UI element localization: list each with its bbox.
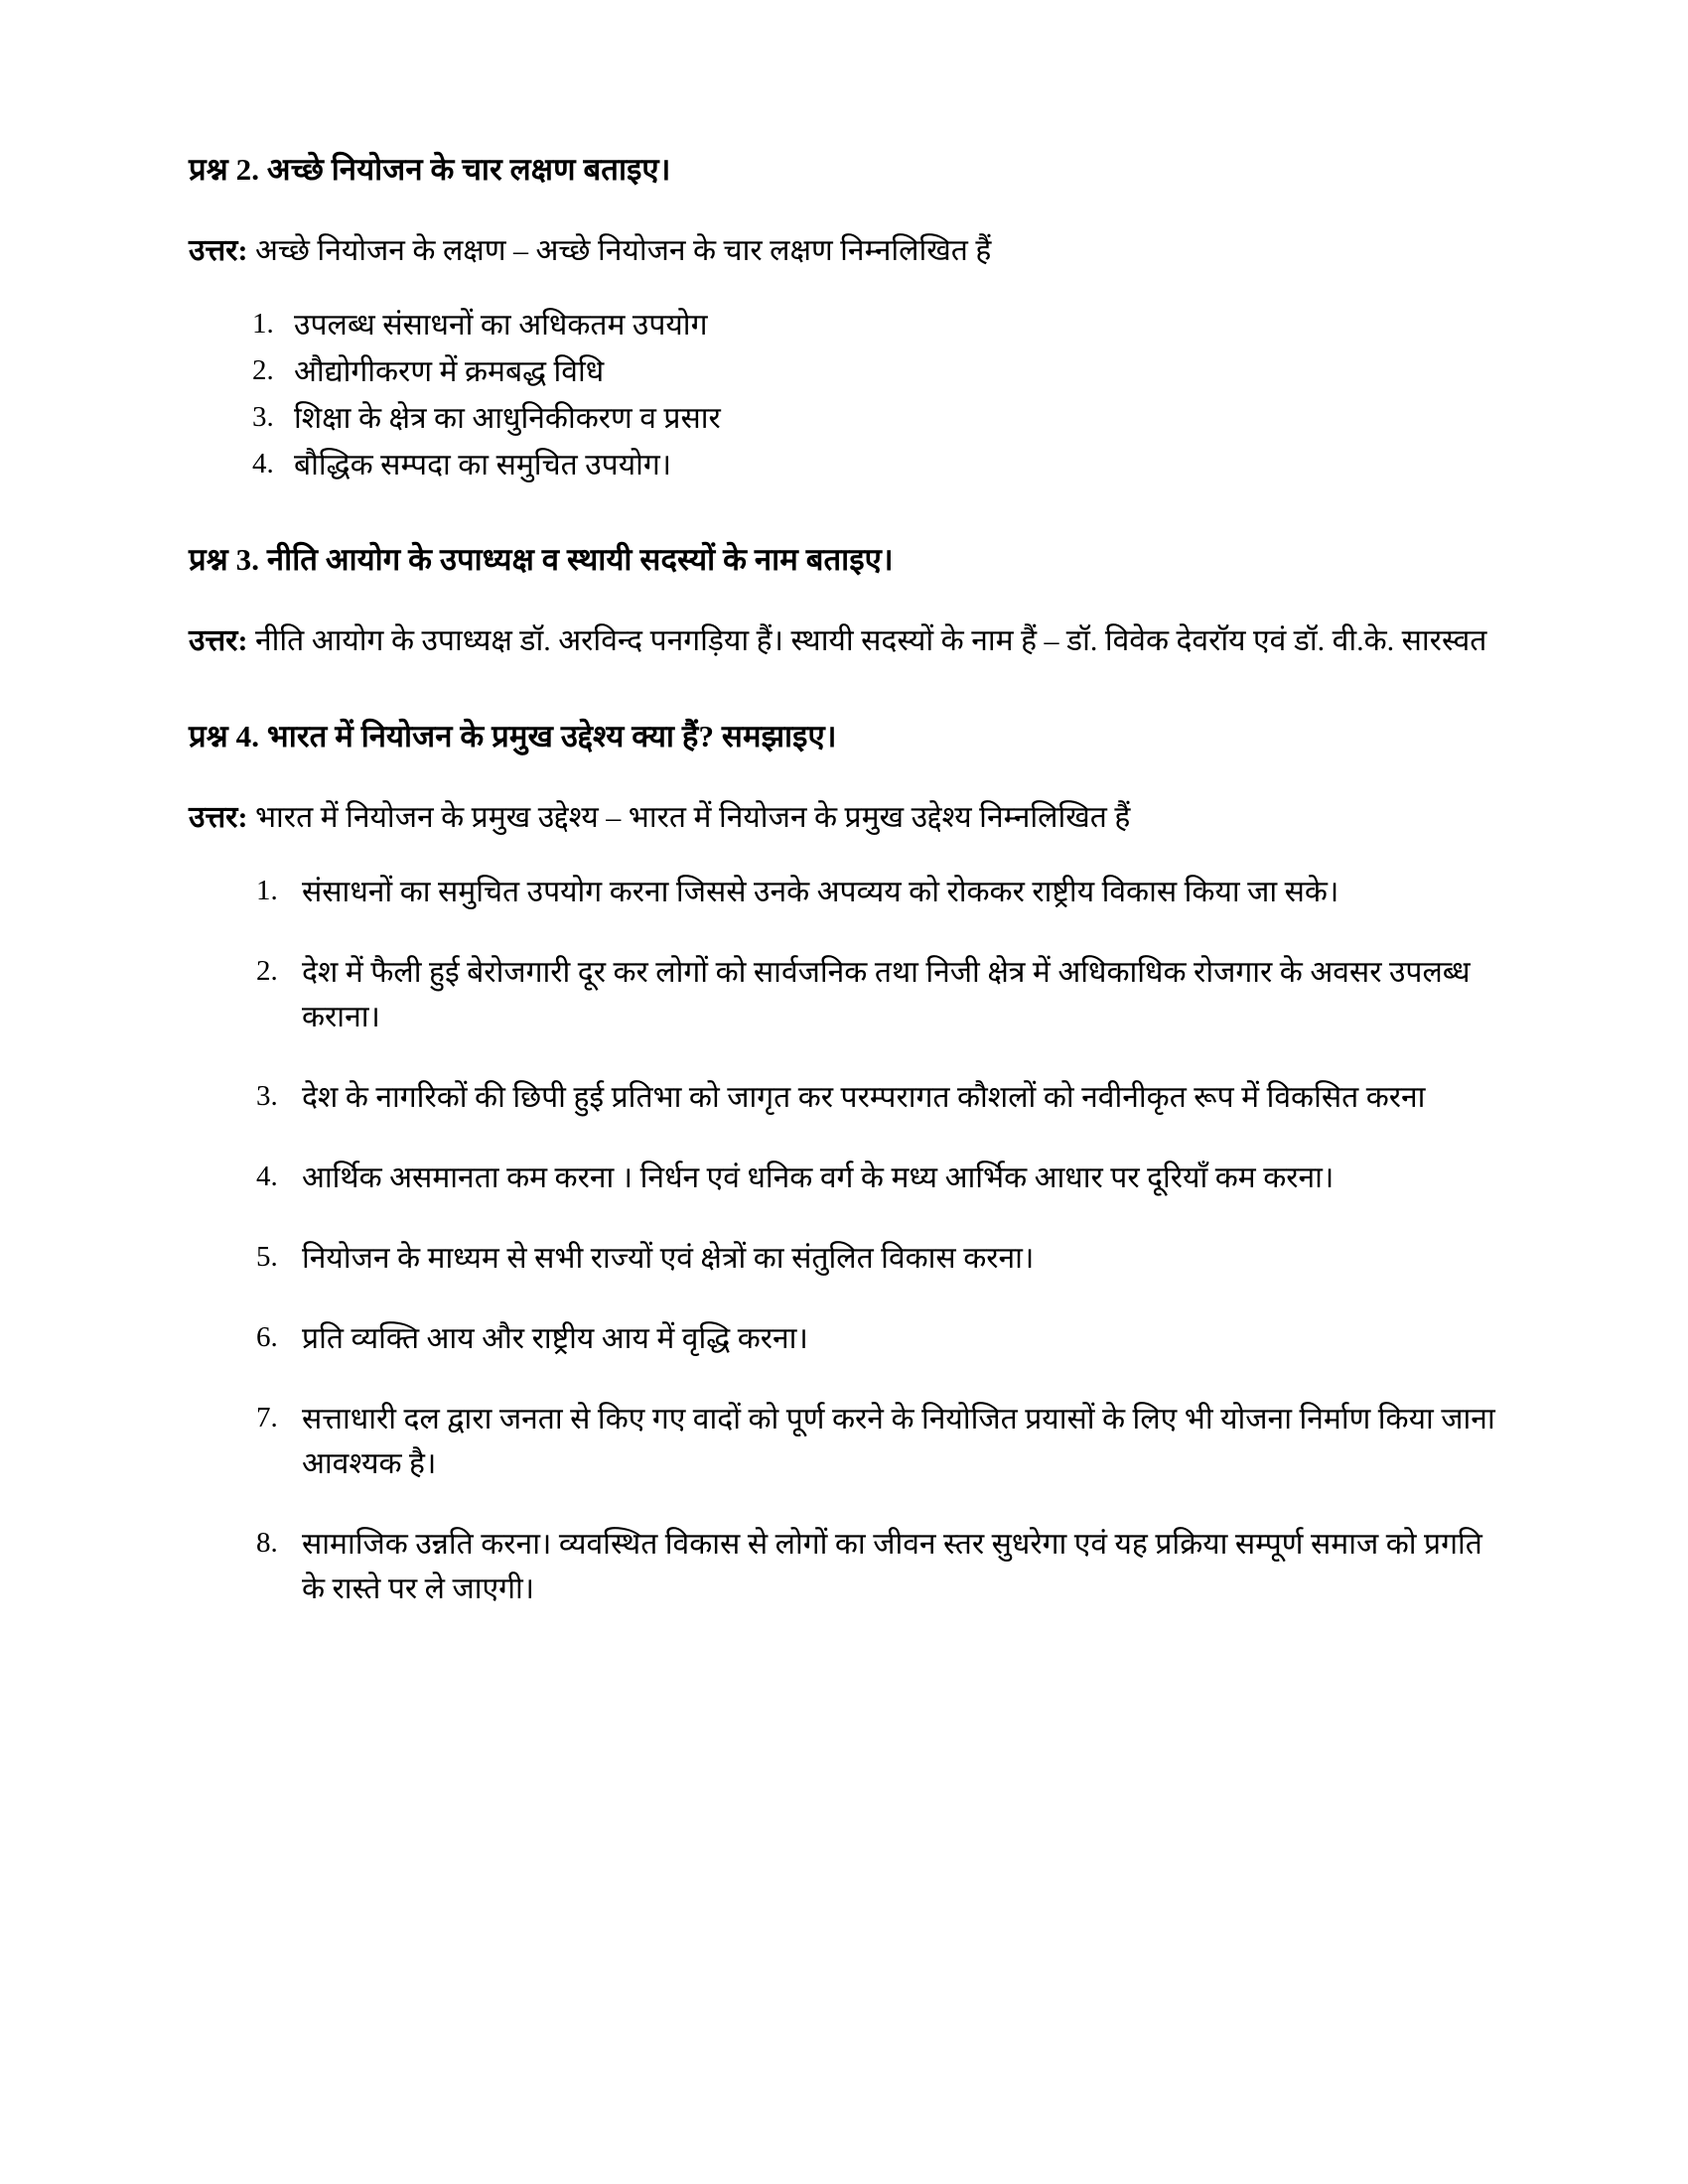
list-item: प्रति व्यक्ति आय और राष्ट्रीय आय में वृद्धि करना।	[302, 1322, 808, 1356]
list-item: आर्थिक असमानता कम करना । निर्धन एवं धनिक वर्ग के मध्य आर्भिक आधार पर दूरियाँ कम करना।	[302, 1161, 1335, 1195]
question-2-list	[189, 303, 1499, 487]
question-3-answer	[189, 618, 1499, 664]
list-item: संसाधनों का समुचित उपयोग करना जिससे उनके अपव्यय को रोककर राष्ट्रीय विकास किया जा सके।	[302, 876, 1339, 909]
answer-text: अच्छे नियोजन के लक्षण – अच्छे नियोजन के चार लक्षण निम्नलिखित हैं	[247, 233, 992, 267]
list-item: शिक्षा के क्षेत्र का आधुनिकीकरण व प्रसार	[294, 402, 721, 436]
list-item: सामाजिक उन्नति करना। व्यवस्थित विकास से लोगों का जीवन स्तर सुधरेगा एवं यह प्रक्रिया सम्पूर्ण समाज को प्रगति के रास्ते पर ले जाएगी।	[302, 1528, 1482, 1606]
list-item: नियोजन के माध्यम से सभी राज्यों एवं क्षेत्रों का संतुलित विकास करना।	[302, 1242, 1035, 1276]
list-item: देश में फैली हुई बेरोजगारी दूर कर लोगों को सार्वजनिक तथा निजी क्षेत्र में अधिकाधिक रोजगार के अवसर उपलब्ध कराना।	[302, 956, 1471, 1034]
answer-label: उत्तर:	[189, 624, 248, 658]
list-item: उपलब्ध संसाधनों का अधिकतम उपयोग	[294, 309, 708, 342]
answer-label: उत्तर:	[189, 233, 248, 267]
list-item: देश के नागरिकों की छिपी हुई प्रतिभा को जागृत कर परम्परागत कौशलों को नवीनीकृत रूप में विकसित करना	[302, 1081, 1426, 1115]
answer-label: उत्तर:	[189, 800, 248, 834]
question-4-answer	[189, 795, 1499, 841]
question-3-heading: प्रश्न 3. नीति आयोग के उपाध्यक्ष व स्थायी सदस्यों के नाम बताइए।	[189, 542, 894, 578]
question-4-list	[189, 870, 1499, 1611]
question-2-answer	[189, 228, 1499, 274]
question-4-heading: प्रश्न 4. भारत में नियोजन के प्रमुख उद्देश्य क्या हैं? समझाइए।	[189, 718, 837, 753]
document-content	[189, 149, 1499, 1611]
question-2-heading: प्रश्न 2. अच्छे नियोजन के चार लक्षण बताइए।	[189, 152, 671, 187]
list-item: बौद्धिक सम्पदा का समुचित उपयोग।	[294, 449, 672, 482]
answer-text: नीति आयोग के उपाध्यक्ष डॉ. अरविन्द पनगड़िया हैं। स्थायी सदस्यों के नाम हैं – डॉ. विवेक देवरॉय एवं डॉ. वी.के. सारस्वत	[247, 624, 1487, 658]
answer-text: भारत में नियोजन के प्रमुख उद्देश्य – भारत में नियोजन के प्रमुख उद्देश्य निम्नलिखित हैं	[247, 800, 1131, 834]
list-item: सत्ताधारी दल द्वारा जनता से किए गए वादों को पूर्ण करने के नियोजित प्रयासों के लिए भी योजना निर्माण किया जाना आवश्यक है।	[302, 1403, 1495, 1481]
list-item: औद्योगीकरण में क्रमबद्ध विधि	[294, 355, 605, 389]
